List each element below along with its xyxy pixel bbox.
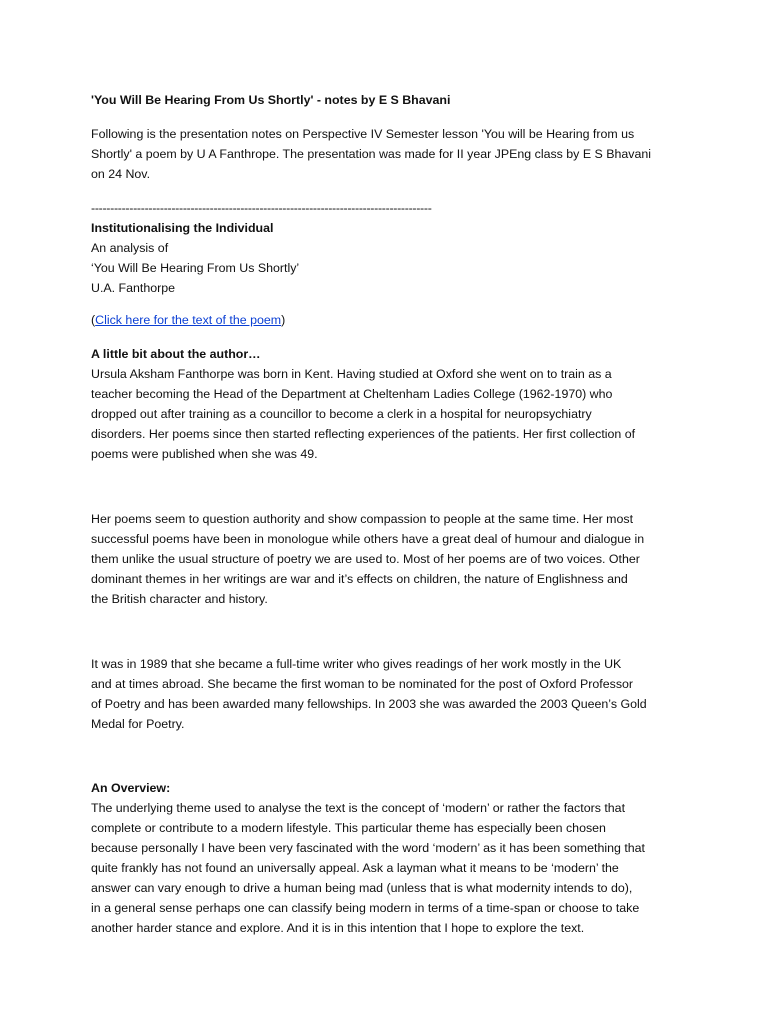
poems-line: dominant themes in her writings are war and it’s effects on children, the nature of Englishness and [91, 572, 628, 586]
open-paren: ( [91, 313, 96, 327]
author-line: Ursula Aksham Fanthorpe was born in Kent. Having studied at Oxford she went on to train as a [91, 367, 612, 381]
intro-line: Following is the presentation notes on Perspective IV Semester lesson 'You will be Hearing from us [91, 127, 635, 141]
career-paragraph [91, 654, 691, 734]
document-title: 'You Will Be Hearing From Us Shortly' - notes by E S Bhavani [91, 93, 451, 107]
poems-line: them unlike the usual structure of poetry we are used to. Most of her poems are of two voices. Other [91, 552, 640, 566]
intro-line: on 24 Nov. [91, 167, 151, 181]
author-line: disorders. Her poems since then started reflecting experiences of the patients. Her first collection of [91, 427, 636, 441]
analysis-line: ‘You Will Be Hearing From Us Shortly’ [91, 261, 300, 275]
intro-line: Shortly' a poem by U A Fanthrope. The presentation was made for II year JPEng class by E S Bhavani [91, 147, 652, 161]
poems-line: successful poems have been in monologue while others have a great deal of humour and dialogue in [91, 532, 645, 546]
poems-line: Her poems seem to question authority and show compassion to people at the same time. Her most [91, 512, 634, 526]
career-line: Medal for Poetry. [91, 717, 185, 731]
intro-paragraph [91, 124, 691, 184]
section-heading: Institutionalising the Individual [91, 221, 274, 235]
overview-line: complete or contribute to a modern lifestyle. This particular theme has especially been chosen [91, 821, 606, 835]
spacer [91, 609, 691, 654]
career-line: and at times abroad. She became the first woman to be nominated for the post of Oxford Professor [91, 677, 634, 691]
career-line: of Poetry and has been awarded many fellowships. In 2003 she was awarded the 2003 Queen’s Gold [91, 697, 647, 711]
analysis-line: U.A. Fanthorpe [91, 281, 176, 295]
overview-line: another harder stance and explore. And it is in this intention that I hope to explore the text. [91, 921, 585, 935]
career-line: It was in 1989 that she became a full-time writer who gives readings of her work mostly in the UK [91, 657, 622, 671]
author-line: poems were published when she was 49. [91, 447, 318, 461]
author-line: dropped out after training as a councillor to become a clerk in a hospital for neuropsychiatry [91, 407, 592, 421]
poems-paragraph [91, 509, 691, 609]
analysis-line: An analysis of [91, 241, 169, 255]
spacer [91, 464, 691, 509]
overview-line: quite frankly has not found an universally appeal. Ask a layman what it means to be ‘modern’ the [91, 861, 619, 875]
spacer [91, 734, 691, 778]
poem-text-link[interactable]: Click here for the text of the poem [95, 313, 282, 327]
separator-line: ----------------------------------------------------------------------------------------- [91, 201, 432, 215]
author-heading: A little bit about the author… [91, 347, 261, 361]
overview-paragraph [91, 778, 691, 938]
analysis-header-block [91, 198, 691, 298]
poems-line: the British character and history. [91, 592, 268, 606]
author-paragraph [91, 344, 691, 464]
overview-line: because personally I have been very fascinated with the word ‘modern’ as it has been something that [91, 841, 646, 855]
overview-line: answer can vary enough to drive a human being mad (unless that is what modernity intends to do), [91, 881, 633, 895]
overview-line: The underlying theme used to analyse the text is the concept of ‘modern’ or rather the factors that [91, 801, 626, 815]
document-page [91, 90, 691, 938]
overview-heading: An Overview: [91, 781, 171, 795]
close-paren: ) [281, 313, 286, 327]
poem-link-line [91, 310, 691, 330]
overview-line: in a general sense perhaps one can classify being modern in terms of a time-span or choose to take [91, 901, 640, 915]
author-line: teacher becoming the Head of the Department at Cheltenham Ladies College (1962-1970) who [91, 387, 613, 401]
